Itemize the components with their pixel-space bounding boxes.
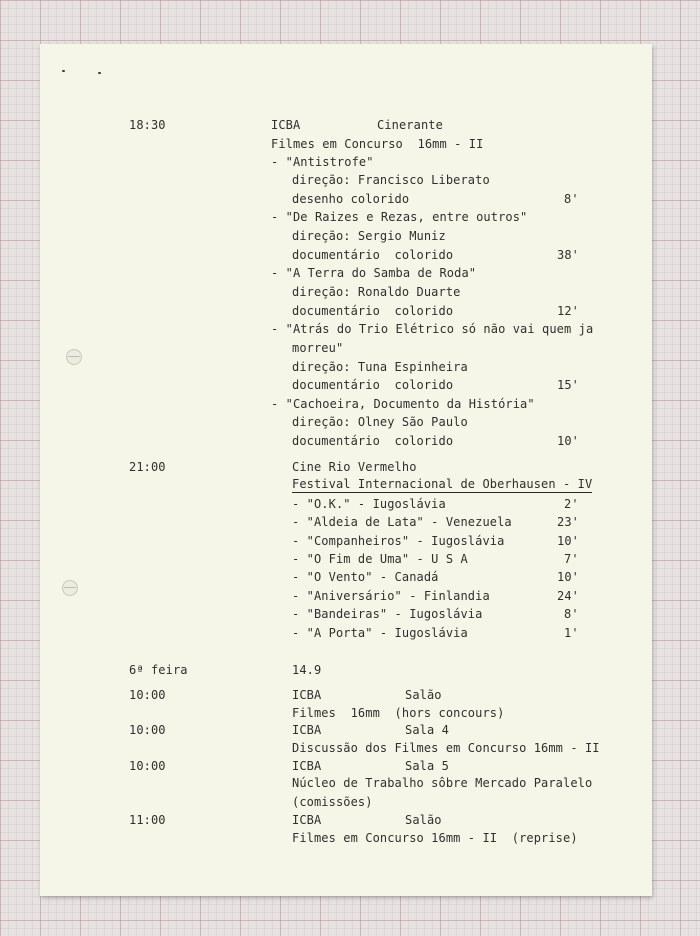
- film-duration: 15': [557, 378, 579, 392]
- film-duration: 1': [564, 626, 579, 640]
- film-duration: 7': [564, 552, 579, 566]
- session-program: Festival Internacional de Oberhausen - IV: [292, 477, 593, 491]
- session-venue: ICBA: [271, 118, 301, 132]
- event-room: Salão: [405, 813, 442, 827]
- film-title: - "De Raizes e Rezas, entre outros": [271, 210, 528, 224]
- session-venue: Cine Rio Vermelho: [292, 460, 417, 474]
- event-room: Sala 5: [405, 759, 449, 773]
- event-description: Discussão dos Filmes em Concurso 16mm - II: [292, 741, 600, 755]
- film-director: direção: Francisco Liberato: [292, 173, 490, 187]
- event-room: Salão: [405, 688, 442, 702]
- punch-hole: [62, 580, 78, 596]
- film-duration: 38': [557, 248, 579, 262]
- day-weekday: 6ª feira: [129, 663, 188, 677]
- film-title: - "O.K." - Iugoslávia: [292, 497, 446, 511]
- day-date: 14.9: [292, 663, 322, 677]
- film-title: - "Aniversário" - Finlandia: [292, 589, 490, 603]
- film-kind: documentário colorido: [292, 378, 454, 392]
- film-title: - "O Fim de Uma" - U S A: [292, 552, 468, 566]
- film-title: - "Bandeiras" - Iugoslávia: [292, 607, 483, 621]
- punch-hole: [66, 349, 82, 365]
- film-kind: documentário colorido: [292, 434, 454, 448]
- event-venue: ICBA: [292, 759, 322, 773]
- film-title: - "Antistrofe": [271, 155, 374, 169]
- ink-speck: [62, 70, 65, 72]
- session-time: 18:30: [129, 118, 166, 132]
- film-duration: 10': [557, 570, 579, 584]
- session-room: Cinerante: [377, 118, 443, 132]
- session-program: Filmes em Concurso 16mm - II: [271, 137, 484, 151]
- ink-speck: [98, 72, 101, 74]
- film-duration: 2': [564, 497, 579, 511]
- event-description-continued: (comissões): [292, 795, 373, 809]
- film-duration: 8': [564, 607, 579, 621]
- event-venue: ICBA: [292, 688, 322, 702]
- event-time: 11:00: [129, 813, 166, 827]
- film-title: - "Atrás do Trio Elétrico só não vai quem ja: [271, 322, 594, 336]
- film-director: direção: Tuna Espinheira: [292, 360, 468, 374]
- film-title: - "O Vento" - Canadá: [292, 570, 439, 584]
- event-description: Núcleo de Trabalho sôbre Mercado Paralelo: [292, 776, 593, 790]
- session-time: 21:00: [129, 460, 166, 474]
- film-duration: 12': [557, 304, 579, 318]
- film-duration: 8': [564, 192, 579, 206]
- event-time: 10:00: [129, 723, 166, 737]
- event-venue: ICBA: [292, 813, 322, 827]
- film-kind: desenho colorido: [292, 192, 410, 206]
- event-room: Sala 4: [405, 723, 449, 737]
- film-duration: 10': [557, 434, 579, 448]
- event-time: 10:00: [129, 759, 166, 773]
- film-duration: 23': [557, 515, 579, 529]
- film-title: - "Aldeia de Lata" - Venezuela: [292, 515, 512, 529]
- event-description: Filmes em Concurso 16mm - II (reprise): [292, 831, 578, 845]
- film-director: direção: Ronaldo Duarte: [292, 285, 461, 299]
- film-title: - "Companheiros" - Iugoslávia: [292, 534, 505, 548]
- event-description: Filmes 16mm (hors concours): [292, 706, 505, 720]
- film-title: - "Cachoeira, Documento da História": [271, 397, 535, 411]
- film-title: - "A Terra do Samba de Roda": [271, 266, 477, 280]
- event-time: 10:00: [129, 688, 166, 702]
- film-kind: documentário colorido: [292, 304, 454, 318]
- film-title: - "A Porta" - Iugoslávia: [292, 626, 468, 640]
- film-duration: 24': [557, 589, 579, 603]
- event-venue: ICBA: [292, 723, 322, 737]
- film-kind: documentário colorido: [292, 248, 454, 262]
- film-title-continued: morreu": [292, 341, 344, 355]
- film-director: direção: Olney São Paulo: [292, 415, 468, 429]
- film-director: direção: Sergio Muniz: [292, 229, 446, 243]
- film-duration: 10': [557, 534, 579, 548]
